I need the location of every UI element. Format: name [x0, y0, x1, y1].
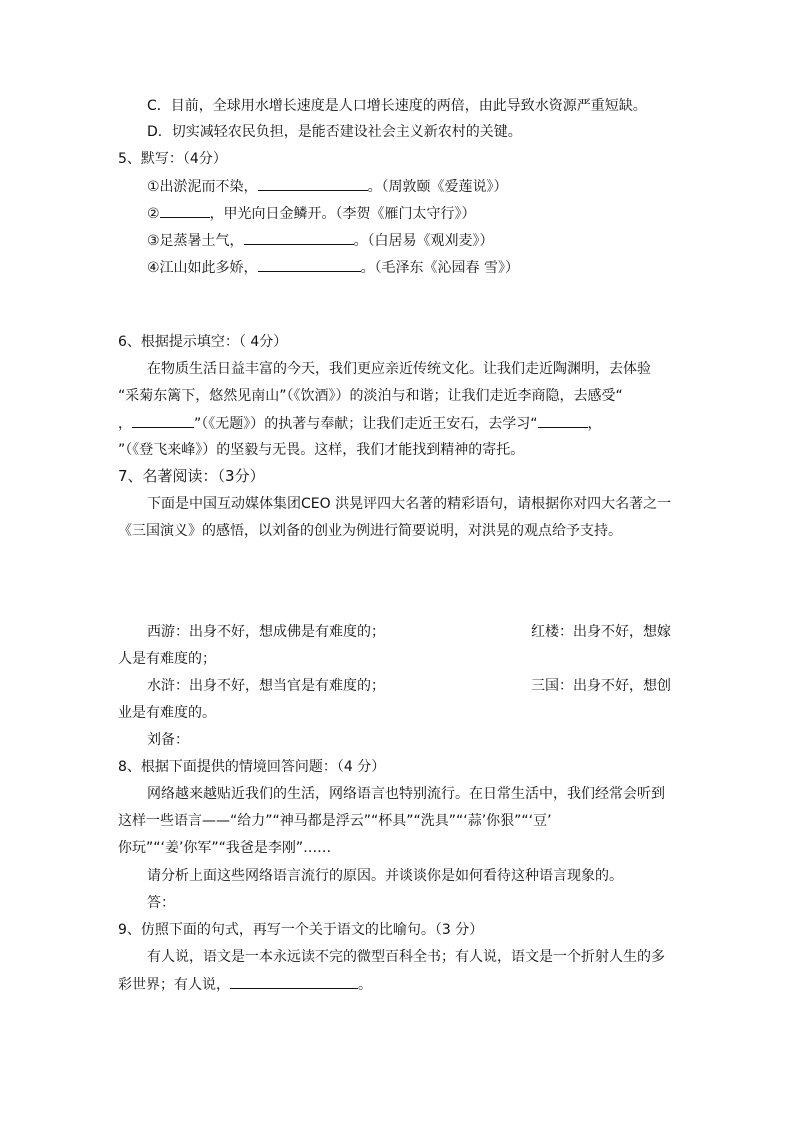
q7-sanguo-a: 三国：出身不好，想创: [531, 678, 671, 694]
q5-line-3: [147, 230, 494, 251]
q5-line-1-pre: ①出淤泥而不染，: [147, 179, 258, 195]
question-9-header: 9、仿照下面的句式，再写一个关于语文的比喻句。（3 分）: [118, 922, 484, 938]
q5-line-3-post: 。（白居易《观刈麦》）: [353, 233, 494, 249]
answer-blank[interactable]: [132, 413, 194, 428]
q6-line-3-end: ，: [587, 416, 602, 432]
q6-line-3-post: ”（《无题》）的执著与奉献；让我们走近王安石，去学习“: [194, 416, 538, 432]
q5-line-4: [147, 257, 519, 278]
q9-line-2-post: 。: [358, 977, 372, 993]
q5-line-3-pre: ③足蒸暑土气，: [147, 233, 244, 249]
q5-line-2: [147, 203, 476, 224]
q8-para-line-2: 这样一些语言——“给力”“神马都是浮云”“杯具”“洗具”“‘蒜’你狠”“‘豆’: [118, 813, 552, 829]
answer-blank[interactable]: [160, 203, 210, 218]
answer-blank[interactable]: [538, 413, 588, 428]
q8-para-line-4: 请分析上面这些网络语言流行的原因。并谈谈你是如何看待这种语言现象的。: [147, 868, 623, 884]
q6-para-line-3: [118, 413, 602, 434]
q7-honglou-a: 红楼：出身不好，想嫁: [531, 624, 671, 640]
q7-sanguo-b: 业是有难度的。: [118, 705, 216, 721]
question-8-header: 8、根据下面提供的情境回答问题：（4 分）: [118, 759, 386, 775]
q9-line-2-pre: 彩世界；有人说，: [118, 977, 230, 993]
answer-blank[interactable]: [258, 257, 361, 272]
q7-honglou-b: 人是有难度的；: [118, 651, 216, 667]
q6-para-line-2: “采菊东篱下，悠然见南山”（《饮酒》）的淡泊与和谐；让我们走近李商隐，去感受“: [118, 388, 623, 404]
answer-blank[interactable]: [244, 230, 354, 245]
q8-para-line-3: 你玩”“‘姜’你军”“我爸是李刚”……: [118, 840, 332, 856]
q5-line-2-pre: ②: [147, 206, 160, 222]
q6-para-line-4: ”（《登飞来峰》）的坚毅与无畏。这样，我们才能找到精神的寄托。: [118, 442, 525, 458]
q9-para-line-2: [118, 974, 372, 995]
q5-line-1: [147, 176, 508, 197]
q5-line-1-post: 。（周敦颐《爱莲说》）: [367, 179, 508, 195]
answer-blank[interactable]: [230, 974, 358, 989]
q9-para-line-1: 有人说，语文是一本永远读不完的微型百科全书；有人说，语文是一个折射人生的多: [147, 949, 665, 965]
q6-para-line-1: 在物质生活日益丰富的今天，我们更应亲近传统文化。让我们走近陶渊明，去体验: [147, 361, 651, 377]
question-7-header: 7、名著阅读：（3分）: [118, 467, 265, 485]
question-5-header: 5、默写：（4分）: [118, 151, 227, 167]
q7-xiyou: 西游：出身不好，想成佛是有难度的；: [147, 624, 385, 640]
q7-para-line-1: 下面是中国互动媒体集团CEO 洪晃评四大名著的精彩语句，请根据你对四大名著之一: [147, 496, 672, 512]
q7-para-line-2: 《三国演义》的感悟，以刘备的创业为例进行简要说明，对洪晃的观点给予支持。: [118, 523, 622, 539]
q5-line-2-post: ，甲光向日金鳞开。（李贺《雁门太守行》）: [209, 206, 476, 222]
q7-shuihu: 水浒：出身不好，想当官是有难度的；: [147, 678, 385, 694]
option-c: C．目前，全球用水增长速度是人口增长速度的两倍，由此导致水资源严重短缺。: [147, 98, 647, 114]
question-6-header: 6、根据提示填空：（ 4分）: [118, 334, 288, 350]
option-d: D．切实减轻农民负担，是能否建设社会主义新农村的关键。: [147, 124, 522, 140]
q8-para-line-1: 网络越来越贴近我们的生活，网络语言也特别流行。在日常生活中，我们经常会听到: [147, 786, 665, 802]
q5-line-4-pre: ④江山如此多娇，: [147, 260, 258, 276]
q8-answer-label: 答：: [147, 895, 175, 911]
q5-line-4-post: 。（毛泽东《沁园春 雪》）: [360, 260, 520, 276]
q6-line-3-pre: ，: [118, 416, 132, 432]
answer-blank[interactable]: [258, 176, 368, 191]
q7-liubei-label: 刘备：: [147, 732, 189, 748]
